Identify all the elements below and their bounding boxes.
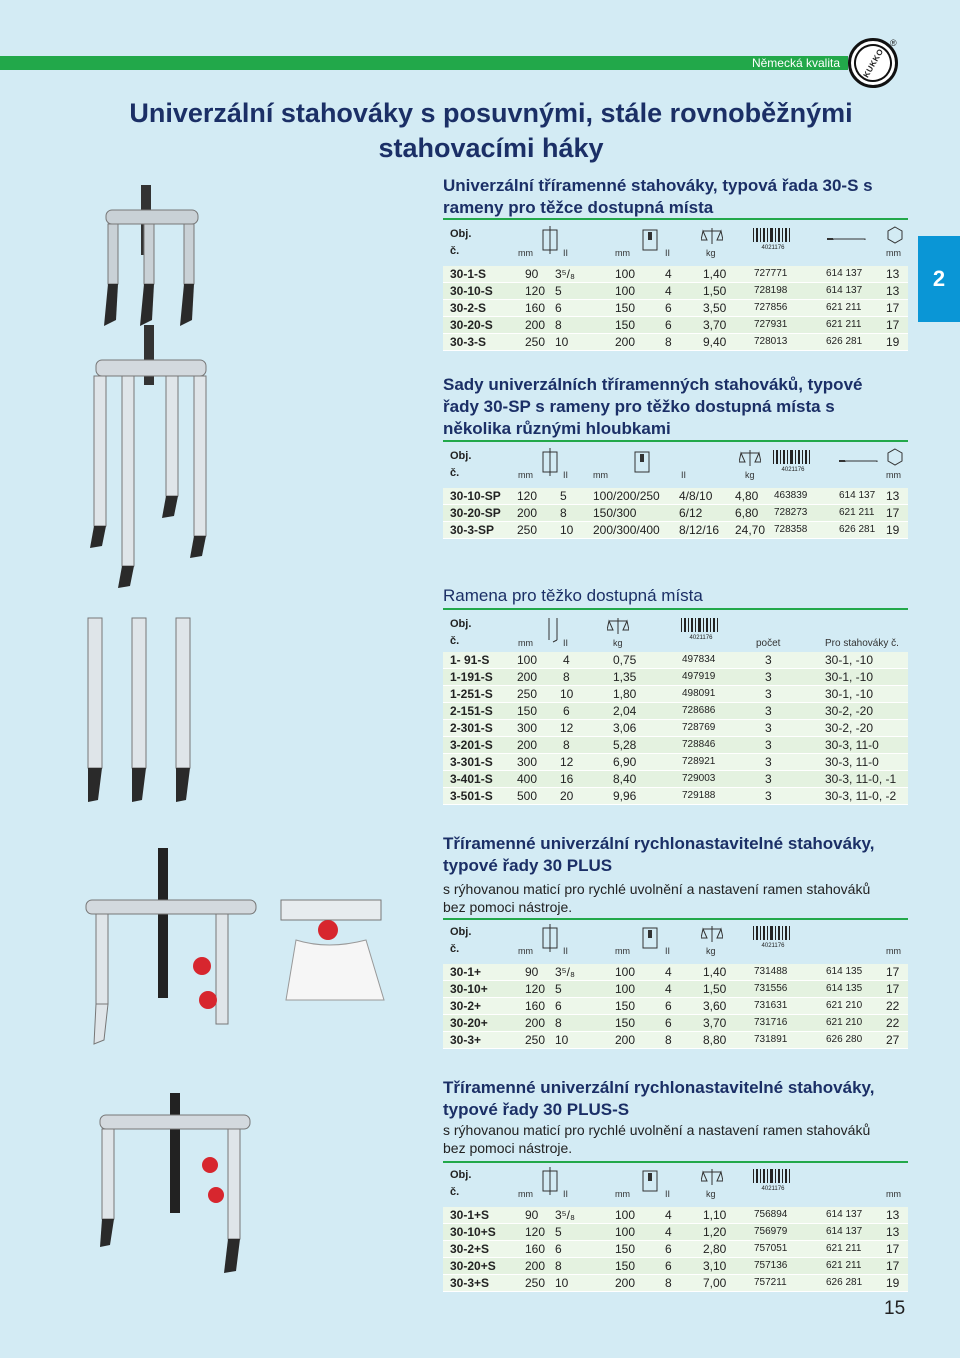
table-row: 2-151-S 150 6 2,04 728686 3 30-2, -20	[443, 703, 908, 720]
sec4-rule	[443, 918, 908, 920]
sec1-table	[443, 224, 908, 351]
table-row: 30-10+S 120 5 100 4 1,20 756979 614 137 13	[443, 1224, 908, 1241]
table-row: 30-1-S 90 3⁵/₈ 100 4 1,40 727771 614 137 13	[443, 266, 908, 283]
table-row: 1- 91-S 100 4 0,75 497834 3 30-1, -10	[443, 652, 908, 669]
table-row: 3-301-S 300 12 6,90 728921 3 30-3, 11-0	[443, 754, 908, 771]
hex-nut-icon	[887, 448, 903, 466]
sec1-table-header: Obj. č. mm II mm II kg 4021176 mm	[450, 228, 901, 258]
svg-text:4021176: 4021176	[781, 467, 805, 472]
barcode-icon	[681, 616, 721, 640]
scale-icon	[701, 924, 723, 944]
quality-label: Německá kvalita	[751, 56, 840, 70]
sec5-title: Tříramenné univerzální rychlonastavitelné stahováky, typové řady 30 PLUS-S	[443, 1078, 875, 1119]
sec4-table	[443, 922, 908, 1049]
reach-depth-icon	[539, 1167, 561, 1195]
scale-icon	[607, 616, 629, 636]
barcode-icon	[753, 226, 793, 250]
table-row: 30-3-SP 250 10 200/300/400 8/12/16 24,70 728358 626 281 19	[443, 522, 908, 539]
table-row: 30-10-SP 120 5 100/200/250 4/8/10 4,80 463839 614 137 13	[443, 488, 908, 505]
table-row: 30-3+ 250 10 200 8 8,80 731891 626 280 27	[443, 1032, 908, 1049]
sec5-table	[443, 1165, 908, 1292]
header-bar	[0, 56, 848, 70]
arm-length-icon	[543, 616, 563, 644]
barcode-icon	[753, 1167, 793, 1191]
sec1-title: Univerzální tříramenné stahováky, typová řada 30-S s rameny pro těžce dostupná místa	[443, 176, 873, 217]
puller-set-30-sp-image	[76, 320, 226, 590]
table-row: 30-20-S 200 8 150 6 3,70 727931 621 211 17	[443, 317, 908, 334]
table-row: 30-2+ 160 6 150 6 3,60 731631 621 210 22	[443, 998, 908, 1015]
sec1-rule	[443, 218, 908, 220]
chapter-tab: 2	[918, 236, 960, 322]
barcode-icon	[773, 448, 813, 472]
scale-icon	[701, 226, 723, 246]
table-row: 30-20+ 200 8 150 6 3,70 731716 621 210 22	[443, 1015, 908, 1032]
table-row: 30-2-S 160 6 150 6 3,50 727856 621 211 17	[443, 300, 908, 317]
sec2-rows	[443, 488, 908, 539]
sec2-table	[443, 446, 908, 539]
sec2-table-header: Obj. č. mm II mm II kg 4021176 mm	[450, 450, 901, 480]
puller-30-plus-s-image	[80, 1085, 280, 1285]
reach-depth-icon	[539, 226, 561, 254]
hex-nut-icon	[887, 226, 903, 244]
registered-mark: ®	[890, 38, 897, 48]
page-number: 15	[884, 1298, 906, 1319]
jaw-thickness-icon	[639, 226, 661, 254]
table-row: 1-191-S 200 8 1,35 497919 3 30-1, -10	[443, 669, 908, 686]
table-row: 30-10+ 120 5 100 4 1,50 731556 614 135 17	[443, 981, 908, 998]
svg-text:4021176: 4021176	[689, 635, 713, 640]
sec2-title: Sady univerzálních tříramenných stahováků, typové řady 30-SP s rameny pro těžko dostupná místa s několika různými hloubkami	[443, 375, 863, 438]
table-row: 30-2+S 160 6 150 6 2,80 757051 621 211 17	[443, 1241, 908, 1258]
puller-30-s-image	[86, 180, 216, 330]
sec4-title: Tříramenné univerzální rychlonastavitelné stahováky, typové řady 30 PLUS	[443, 834, 875, 875]
sec5-subtitle: s rýhovanou maticí pro rychlé uvolnění a nastavení ramen stahováků bez pomoci nástroje.	[443, 1122, 871, 1156]
puller-30-plus-image	[66, 840, 396, 1060]
barcode-icon	[753, 924, 793, 948]
page-title: Univerzální stahováky s posuvnými, stále rovnoběžnými stahovacími háky	[129, 98, 853, 163]
sec4-subtitle: s rýhovanou maticí pro rychlé uvolnění a nastavení ramen stahováků bez pomoci nástroje.	[443, 881, 871, 915]
sec5-rule	[443, 1161, 908, 1163]
sec2-rule	[443, 440, 908, 442]
table-row: 30-20+S 200 8 150 6 3,10 757136 621 211 17	[443, 1258, 908, 1275]
spindle-icon	[839, 448, 879, 462]
table-row: 30-1+ 90 3⁵/₈ 100 4 1,40 731488 614 135 17	[443, 964, 908, 981]
table-row: 30-3-S 250 10 200 8 9,40 728013 626 281 19	[443, 334, 908, 351]
scale-icon	[701, 1167, 723, 1187]
table-row: 3-401-S 400 16 8,40 729003 3 30-3, 11-0, -1	[443, 771, 908, 788]
table-row: 3-201-S 200 8 5,28 728846 3 30-3, 11-0	[443, 737, 908, 754]
logo-text: KUKKO	[847, 37, 899, 89]
table-row: 30-10-S 120 5 100 4 1,50 728198 614 137 13	[443, 283, 908, 300]
table-row: 30-20-SP 200 8 150/300 6/12 6,80 728273 621 211 17	[443, 505, 908, 522]
sec1-rows	[443, 266, 908, 351]
table-row: 30-1+S 90 3⁵/₈ 100 4 1,10 756894 614 137 13	[443, 1207, 908, 1224]
reach-depth-icon	[539, 924, 561, 952]
svg-text:4021176: 4021176	[761, 1186, 785, 1191]
scale-icon	[739, 448, 761, 468]
sec3-rows	[443, 652, 908, 805]
table-row: 30-3+S 250 10 200 8 7,00 757211 626 281 19	[443, 1275, 908, 1292]
sec3-rule	[443, 608, 908, 610]
jaw-thickness-icon	[631, 448, 653, 476]
svg-text:4021176: 4021176	[761, 245, 785, 250]
table-row: 1-251-S 250 10 1,80 498091 3 30-1, -10	[443, 686, 908, 703]
sec4-table-header: Obj. č. mm II mm II kg 4021176 mm	[450, 926, 901, 956]
arms-image	[80, 610, 220, 810]
jaw-thickness-icon	[639, 1167, 661, 1195]
jaw-thickness-icon	[639, 924, 661, 952]
table-row: 2-301-S 300 12 3,06 728769 3 30-2, -20	[443, 720, 908, 737]
table-row: 3-501-S 500 20 9,96 729188 3 30-3, 11-0, -2	[443, 788, 908, 805]
sec5-rows	[443, 1207, 908, 1292]
reach-depth-icon	[539, 448, 561, 476]
svg-text:4021176: 4021176	[761, 943, 785, 948]
sec3-table	[443, 614, 908, 805]
sec5-table-header: Obj. č. mm II mm II kg 4021176 mm	[450, 1169, 901, 1199]
sec3-title: Ramena pro těžko dostupná místa	[443, 586, 703, 605]
spindle-icon	[827, 226, 867, 240]
sec4-rows	[443, 964, 908, 1049]
sec3-table-header: Obj. č. mm II kg 4021176 počet Pro stahováky č.	[450, 618, 899, 649]
